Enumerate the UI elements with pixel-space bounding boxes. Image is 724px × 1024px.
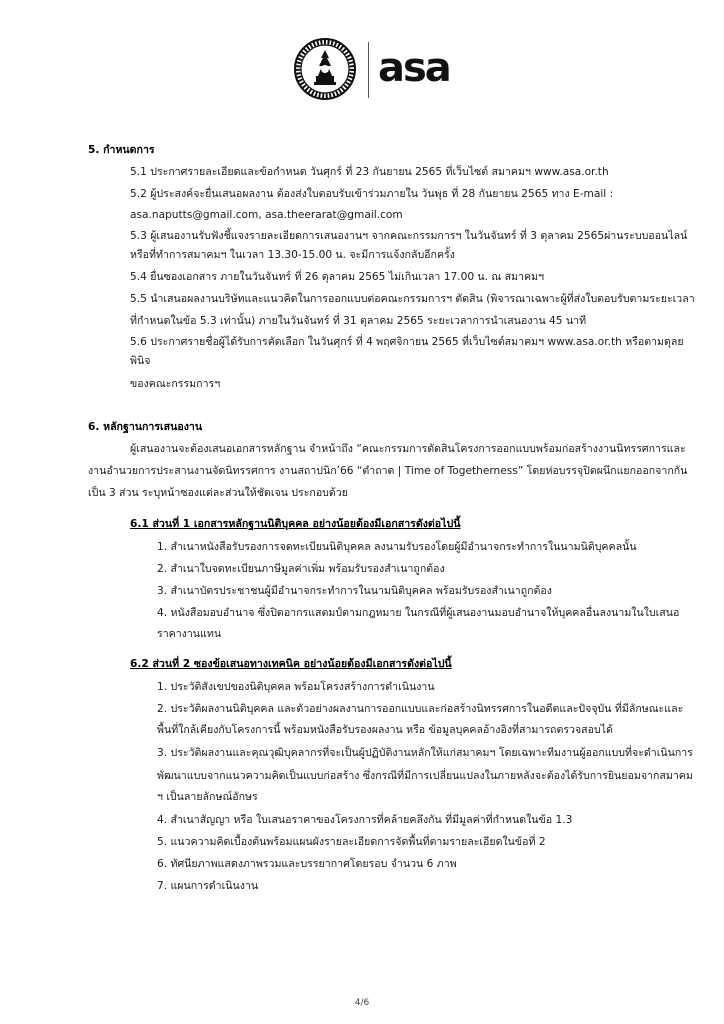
header-logos bbox=[0, 38, 724, 108]
part-2-item: 5. แนวความคิดเบื้องต้นพร้อมแผนผังรายละเอียดการจัดพื้นที่ตามรายละเอียดในข้อที่ 2 bbox=[157, 836, 546, 848]
section-5-line: 5.3 ผู้เสนองานรับฟังชี้แจงรายละเอียดการเสนองานฯ จากคณะกรรมการฯ ในวันจันทร์ ที่ 3 ตุลาคม 2565ผ่านระบบออนไลน์ bbox=[130, 230, 688, 242]
part-2-item: พื้นที่ใกล้เคียงกับโครงการนี้ พร้อมหนังสือรับรองผลงาน หรือ ข้อมูลบุคคลอ้างอิงที่สามารถตรวจสอบได้ bbox=[157, 724, 613, 736]
section-5-line: 5.1 ประกาศรายละเอียดและข้อกำหนด วันศุกร์ ที่ 23 กันยายน 2565 ที่เว็บไซต์ สมาคมฯ www.asa.or.th bbox=[130, 166, 609, 178]
section-5-line: ของคณะกรรมการฯ bbox=[130, 378, 221, 390]
part-1-item: 1. สำเนาหนังสือรับรองการจดทะเบียนนิติบุคคล ลงนามรับรองโดยผู้มีอำนาจกระทำการในนามนิติบุคคลนั้น bbox=[157, 541, 637, 553]
section-6-intro-line: งานอำนวยการประสานงานจัดนิทรรศการ งานสถาปนิก’66 “ตำถาด | Time of Togetherness” โดยห่อบรรจุปิดผนึกแยกออกจากกัน bbox=[88, 465, 688, 477]
part-1-item: 3. สำเนาบัตรประชาชนผู้มีอำนาจกระทำการในนามนิติบุคคล พร้อมรับรองสำเนาถูกต้อง bbox=[157, 585, 552, 597]
part-1-item: 2. สำเนาใบจดทะเบียนภาษีมูลค่าเพิ่ม พร้อมรับรองสำเนาถูกต้อง bbox=[157, 563, 445, 575]
part-1-item: ราคางานแทน bbox=[157, 628, 222, 640]
part-2-title: 6.2 ส่วนที่ 2 ซองข้อเสนอทางเทคนิค อย่างน้อยต้องมีเอกสารดังต่อไปนี้ bbox=[130, 658, 452, 670]
part-2-item: ฯ เป็นลายลักษณ์อักษร bbox=[157, 791, 258, 803]
part-2-item: 1. ประวัติสังเขปของนิติบุคคล พร้อมโครงสร้างการดำเนินงาน bbox=[157, 681, 435, 693]
part-2-item: 3. ประวัติผลงานและคุณวุฒิบุคลากรที่จะเป็นผู้ปฏิบัติงานหลักให้แก่สมาคมฯ โดยเฉพาะทีมงานผู้ออกแบบที่จะดำเนินการ bbox=[157, 747, 693, 759]
section-5-line: หรือที่ทำการสมาคมฯ ในเวลา 13.30-15.00 น. จะมีการแจ้งกลับอีกครั้ง bbox=[130, 249, 455, 261]
part-1-title: 6.1 ส่วนที่ 1 เอกสารหลักฐานนิติบุคคล อย่างน้อยต้องมีเอกสารดังต่อไปนี้ bbox=[130, 518, 461, 530]
logo-divider bbox=[368, 42, 369, 98]
section-6-title: 6. หลักฐานการเสนองาน bbox=[88, 421, 203, 433]
part-2-item: 2. ประวัติผลงานนิติบุคคล และตัวอย่างผลงานการออกแบบและก่อสร้างนิทรรศการในอดีตและปัจจุบัน ที่มีลักษณะและ bbox=[157, 703, 684, 715]
section-5-line: 5.6 ประกาศรายชื่อผู้ได้รับการคัดเลือก ในวันศุกร์ ที่ 4 พฤศจิกายน 2565 ที่เว็บไซต์สมาคมฯ www.asa.or.th หรือตามดุลย bbox=[130, 336, 684, 348]
section-6-intro-line: ผู้เสนองานจะต้องเสนอเอกสารหลักฐาน จำหน้าถึง “คณะกรรมการตัดสินโครงการออกแบบพร้อมก่อสร้างงานนิทรรศการและ bbox=[130, 443, 686, 455]
part-2-item: 4. สำเนาสัญญา หรือ ใบเสนอราคาของโครงการที่คล้ายคลึงกัน ที่มีมูลค่าที่กำหนดในข้อ 1.3 bbox=[157, 814, 573, 826]
part-2-item: พัฒนาแบบจากแนวความคิดเป็นแบบก่อสร้าง ซึ่งกรณีที่มีการเปลี่ยนแปลงในภายหลังจะต้องได้รับการยินยอมจากสมาคม bbox=[157, 770, 693, 782]
part-1-item: 4. หนังสือมอบอำนาจ ซึ่งปิดอากรแสตมป์ตามกฎหมาย ในกรณีที่ผู้เสนองานมอบอำนาจให้บุคคลอื่นลงนามในใบเสนอ bbox=[157, 607, 680, 619]
section-5-line: 5.5 นำเสนอผลงานบริษัทและแนวคิดในการออกแบบต่อคณะกรรมการฯ ตัดสิน (พิจารณาเฉพาะผู้ที่ส่งใบตอบรับตามระยะเวลา bbox=[130, 293, 695, 305]
section-6-intro-line: เป็น 3 ส่วน ระบุหน้าซองแต่ละส่วนให้ชัดเจน ประกอบด้วย bbox=[88, 487, 348, 499]
asa-logo-text: asa bbox=[378, 45, 450, 91]
section-5-line: ที่กำหนดในข้อ 5.3 เท่านั้น) ภายในวันจันทร์ ที่ 31 ตุลาคม 2565 ระยะเวลาการนำเสนองาน 45 นาที bbox=[130, 315, 587, 327]
part-2-item: 6. ทัศนียภาพแสดงภาพรวมและบรรยากาศโดยรอบ จำนวน 6 ภาพ bbox=[157, 858, 457, 870]
section-5-line: 5.2 ผู้ประสงค์จะยื่นเสนอผลงาน ต้องส่งใบตอบรับเข้าร่วมภายใน วันพุธ ที่ 28 กันยายน 2565 ทาง E-mail : bbox=[130, 188, 614, 200]
section-5-line: asa.naputts@gmail.com, asa.theerarat@gmail.com bbox=[130, 209, 403, 221]
section-5-line: 5.4 ยื่นซองเอกสาร ภายในวันจันทร์ ที่ 26 ตุลาคม 2565 ไม่เกินเวลา 17.00 น. ณ สมาคมฯ bbox=[130, 271, 545, 283]
part-2-item: 7. แผนการดำเนินงาน bbox=[157, 880, 259, 892]
section-5-title: 5. กำหนดการ bbox=[88, 144, 155, 156]
page-number: 4/6 bbox=[354, 998, 370, 1008]
asa-logo bbox=[378, 46, 458, 90]
section-5-line: พินิจ bbox=[130, 355, 151, 367]
asa-seal-logo bbox=[294, 38, 356, 100]
